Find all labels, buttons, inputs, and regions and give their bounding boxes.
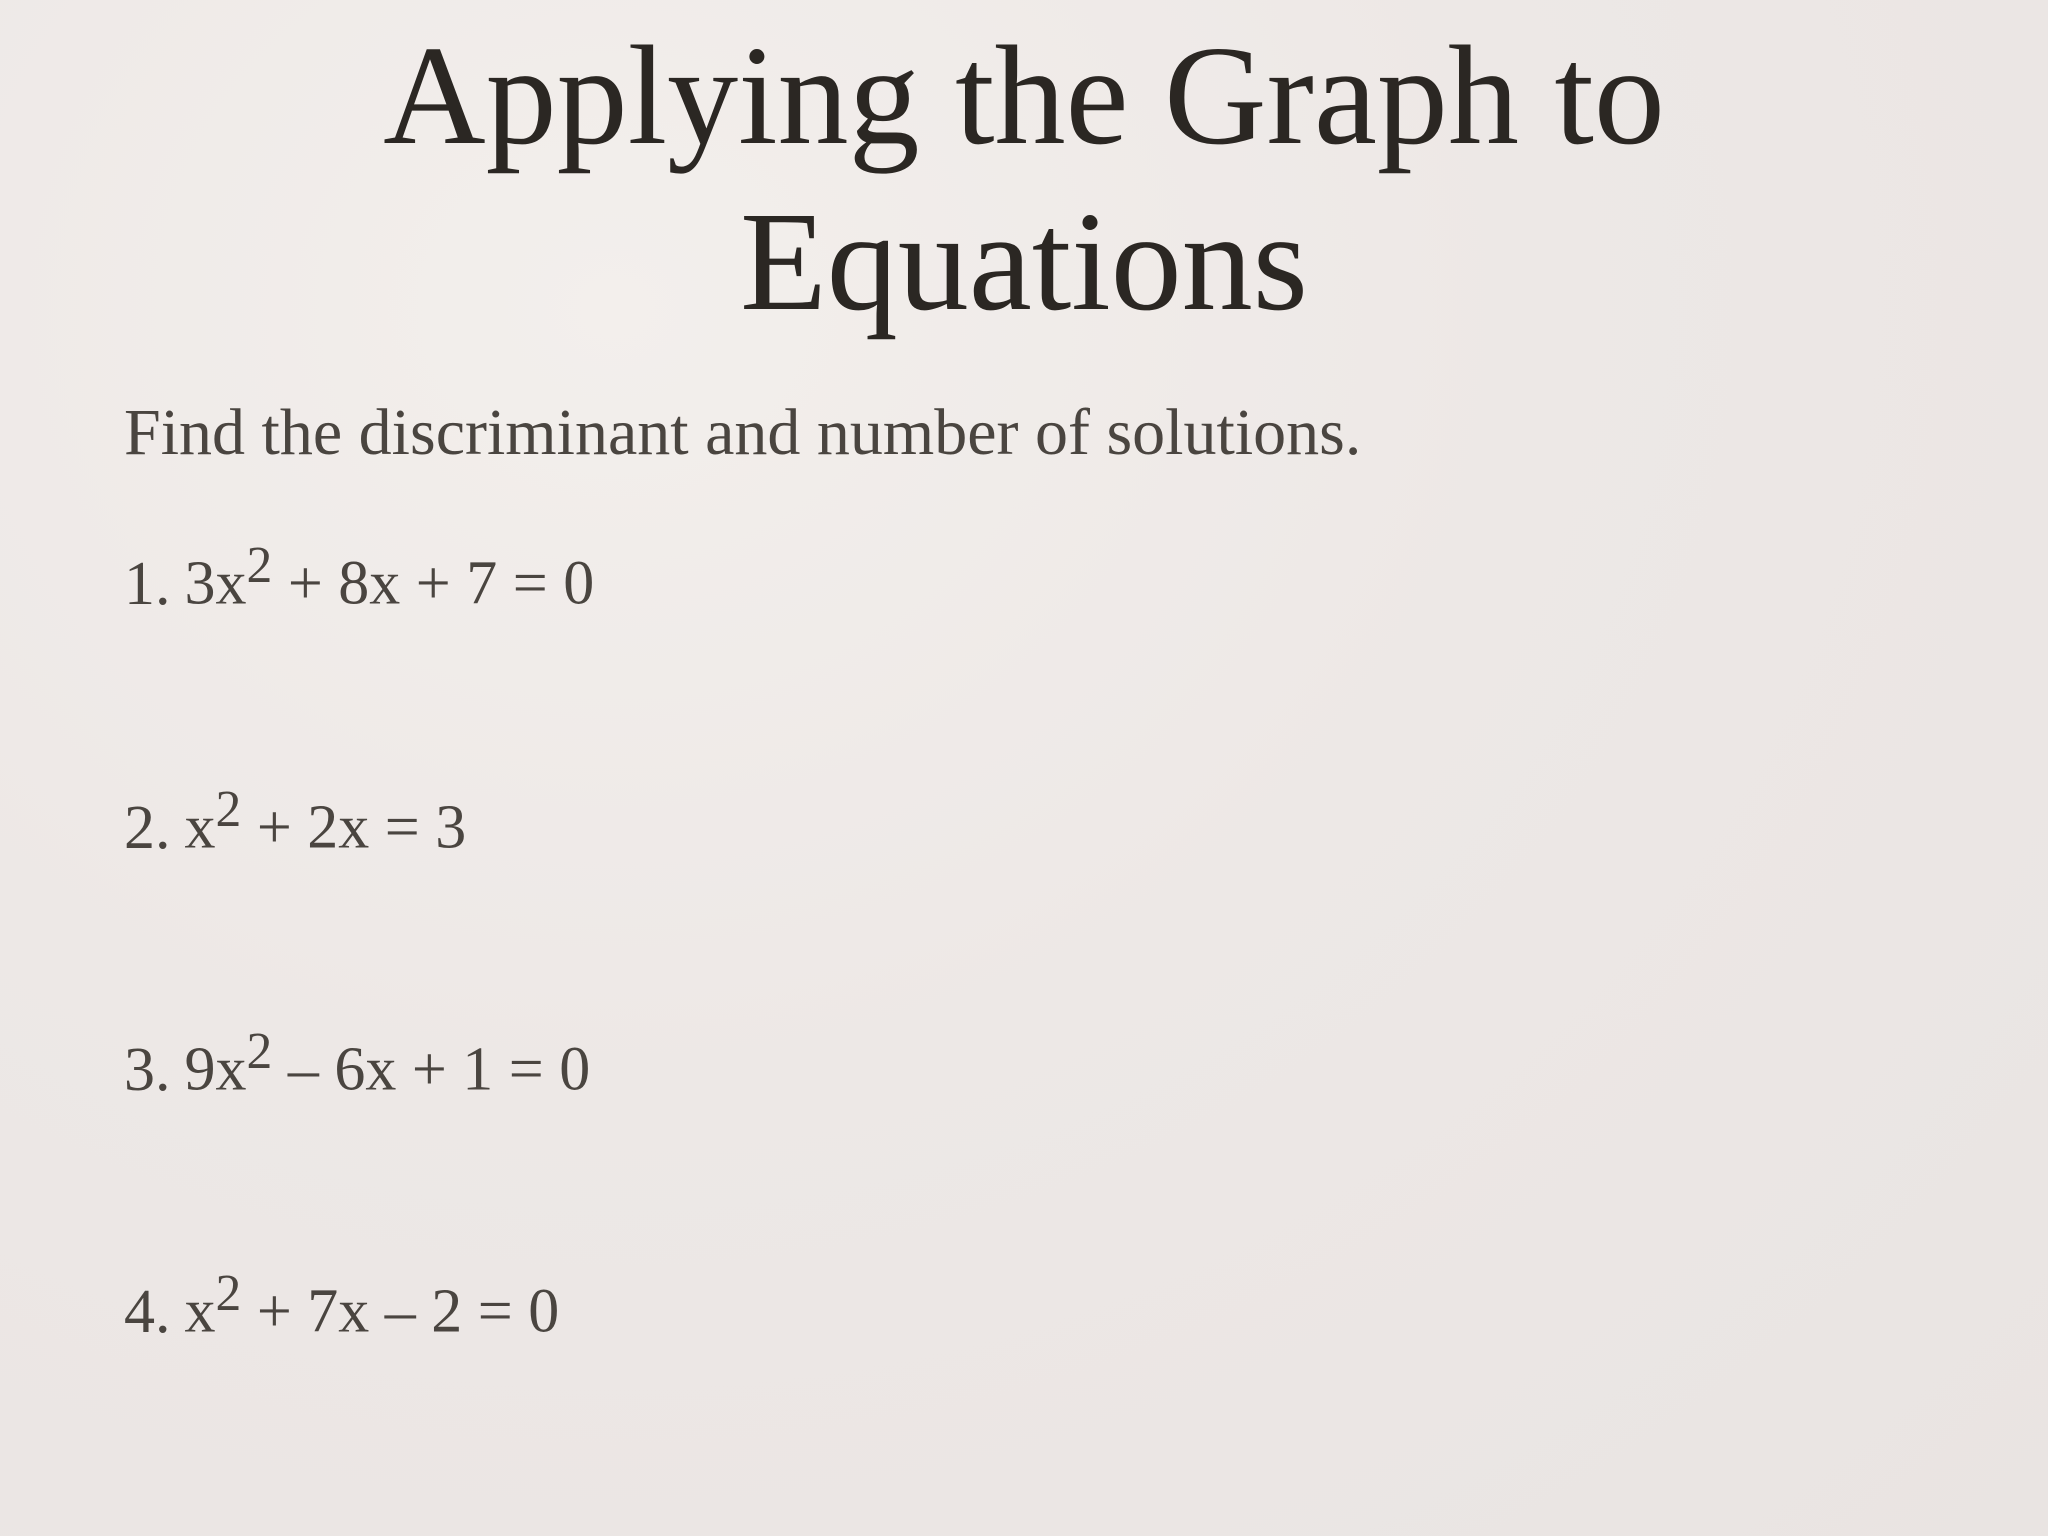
instruction-text: Find the discriminant and number of solutions. xyxy=(124,396,1362,469)
problem-item xyxy=(124,781,467,862)
slide-title-line-2: Equations xyxy=(740,182,1308,340)
problem-number: 4. xyxy=(124,1277,171,1346)
exponent: 2 xyxy=(215,1265,242,1322)
problem-item xyxy=(124,537,595,618)
problem-number: 2. xyxy=(124,793,171,862)
problem-number: 1. xyxy=(124,549,171,618)
equation-term: 3x xyxy=(184,549,247,618)
problem-item xyxy=(124,1023,591,1104)
exponent: 2 xyxy=(246,537,273,594)
equation-term: x xyxy=(184,1277,216,1346)
equation-rest: + 8x + 7 = 0 xyxy=(272,549,595,618)
equation-rest: + 7x – 2 = 0 xyxy=(241,1277,560,1346)
equation-term: x xyxy=(184,793,216,862)
slide-title-line-1: Applying the Graph to xyxy=(383,16,1665,174)
problem-number: 3. xyxy=(124,1035,171,1104)
exponent: 2 xyxy=(215,781,242,838)
exponent: 2 xyxy=(246,1023,273,1080)
equation-rest: + 2x = 3 xyxy=(241,793,467,862)
equation-rest: – 6x + 1 = 0 xyxy=(272,1035,591,1104)
problem-item xyxy=(124,1265,560,1346)
equation-term: 9x xyxy=(184,1035,247,1104)
